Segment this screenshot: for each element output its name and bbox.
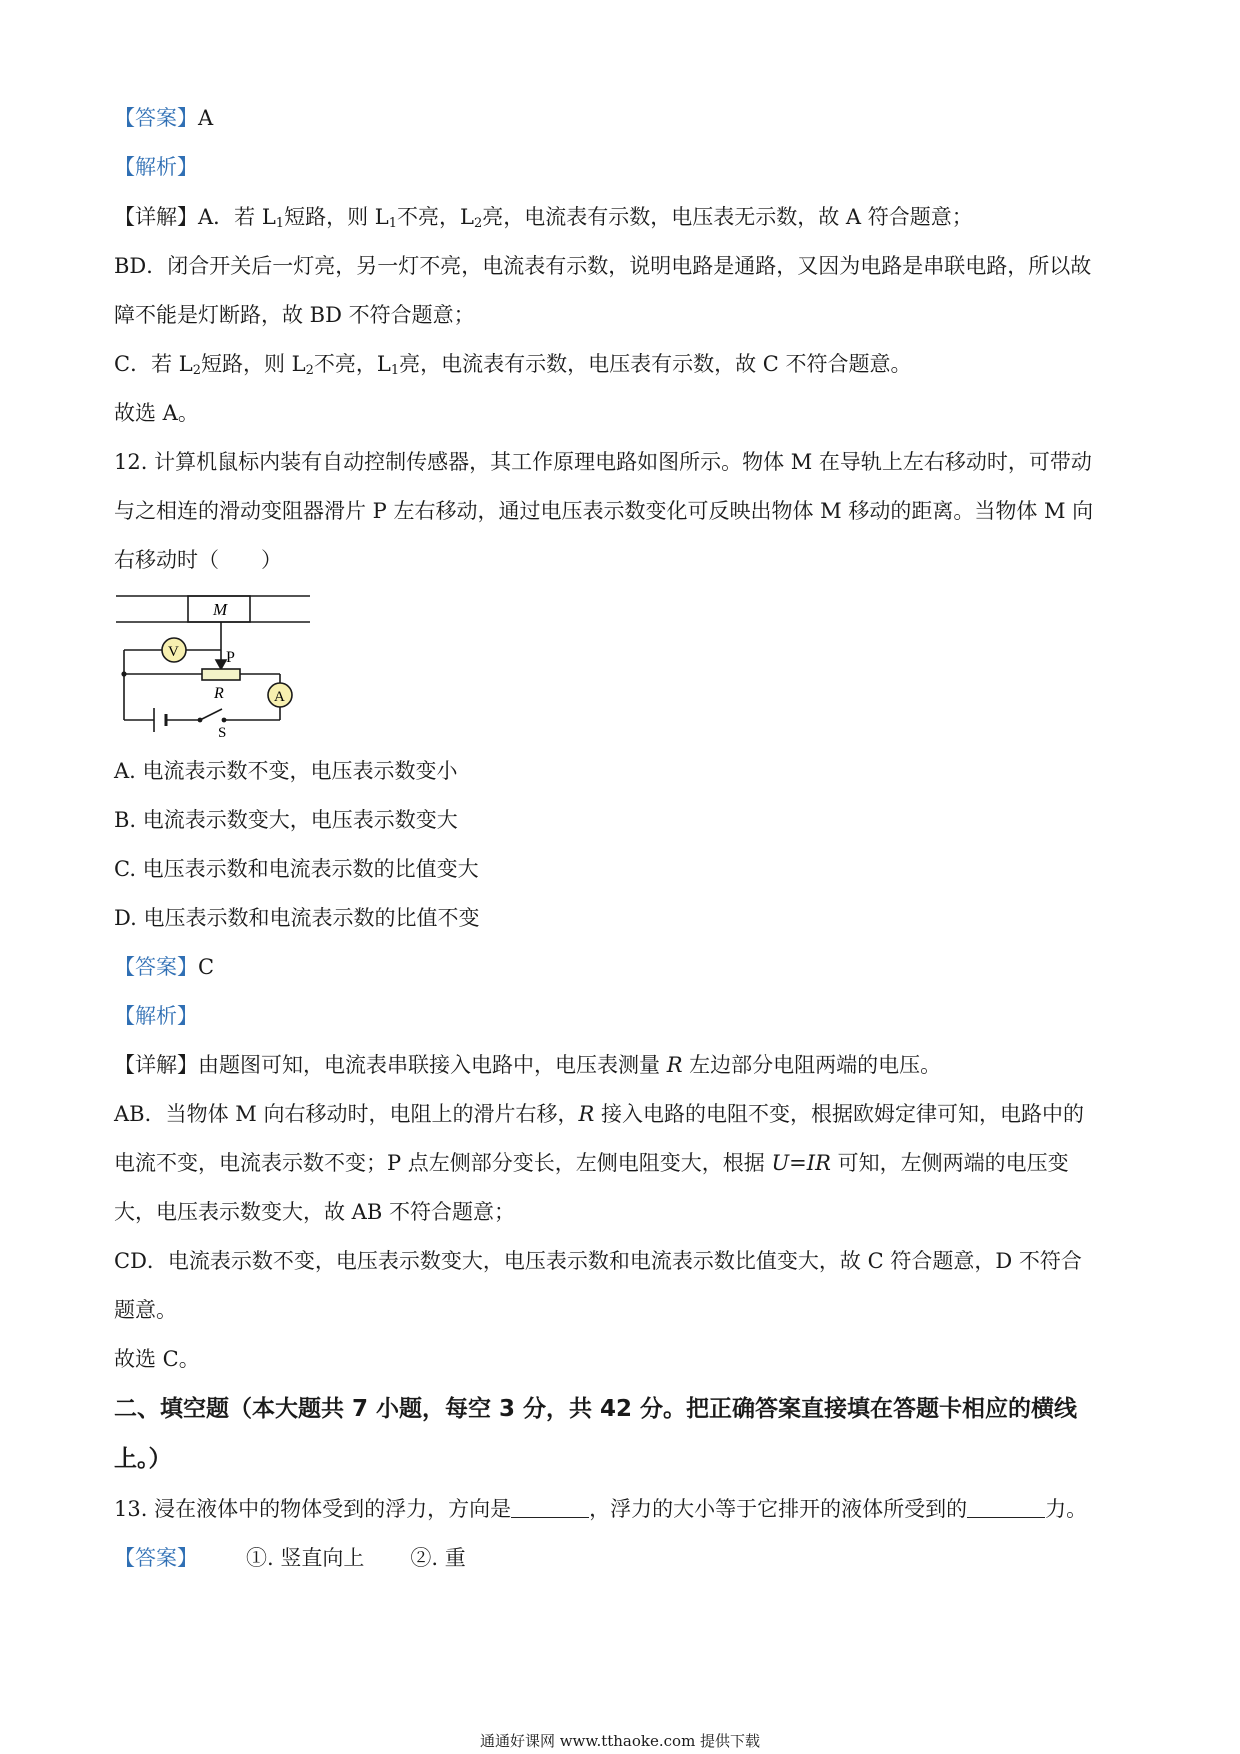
slider-arrow xyxy=(216,660,226,669)
section2-heading-line1: 二、填空题（本大题共 7 小题，每空 3 分，共 42 分。把正确答案直接填在答题卡相应的横线 xyxy=(114,1396,1078,1422)
fill-blank-1 xyxy=(511,1499,589,1518)
q11-detail-p1: 【详解】A．若 $L_1$短路，则 $L_1$不亮，$L_2$亮，电流表有示数，电压表无示数，故 A 符合题意； xyxy=(114,205,973,231)
q12-option-a: A. 电流表示数不变，电压表示数变小 xyxy=(114,759,458,783)
switch-lever xyxy=(200,709,222,720)
answer-1: ①. 竖直向上 xyxy=(246,1546,365,1570)
q12-detail-p1: 【详解】由题图可知，电流表串联接入电路中，电压表测量 R 左边部分电阻两端的电压。 xyxy=(114,1053,942,1077)
q12-detail-p2-line2: 电流不变，电流表示数不变；P 点左侧部分变长，左侧电阻变大，根据 U=IR 可知，左侧两端的电压变 xyxy=(114,1151,1069,1175)
answer-tag: 【答案】 xyxy=(114,1546,198,1570)
q12-detail-p3-line1: CD．电流表示数不变，电压表示数变大，电压表示数和电流表示数比值变大，故 C 符合题意，D 不符合 xyxy=(114,1249,1082,1273)
q11-analysis-tag xyxy=(114,153,198,181)
circuit-diagram xyxy=(110,590,320,740)
q11-detail-p2-line2: 障不能是灯断路，故 BD 不符合题意； xyxy=(114,303,475,327)
switch-pivot-dot xyxy=(198,718,203,723)
q12-answer-line xyxy=(114,953,214,981)
q12-option-d: D. 电压表示数和电流表示数的比值不变 xyxy=(114,906,480,930)
detail-tag: 【详解】 xyxy=(114,205,198,229)
q12-option-b: B. 电流表示数变大，电压表示数变大 xyxy=(114,808,458,832)
switch-contact-dot xyxy=(222,718,227,723)
answer-2: ②. 重 xyxy=(410,1546,466,1570)
label-r: R xyxy=(214,685,224,702)
q11-conclusion: 故选 A。 xyxy=(114,401,199,425)
q12-stem-line3: 右移动时（ ） xyxy=(114,548,282,572)
label-p: P xyxy=(226,649,235,666)
q12-stem-line1: 12. 计算机鼠标内装有自动控制传感器，其工作原理电路如图所示。物体 M 在导轨上左右移动时，可带动 xyxy=(114,450,1092,474)
section2-heading-line2: 上。） xyxy=(114,1446,172,1472)
q11-detail-p2-line1: BD．闭合开关后一灯亮，另一灯不亮，电流表有示数，说明电路是通路，又因为电路是串联电路，所以故 xyxy=(114,254,1092,278)
q12-analysis-tag xyxy=(114,1002,198,1030)
q12-conclusion: 故选 C。 xyxy=(114,1347,200,1371)
q13-answer-line xyxy=(114,1544,466,1572)
resistor-r xyxy=(202,669,240,680)
q11-answer-line xyxy=(114,104,213,132)
label-m: M xyxy=(213,600,228,619)
fill-blank-2 xyxy=(967,1499,1045,1518)
junction-dot xyxy=(121,671,126,676)
answer-tag: 【答案】 xyxy=(114,955,198,979)
q12-option-c: C. 电压表示数和电流表示数的比值变大 xyxy=(114,857,479,881)
page-footer: 通通好课网 www.tthaoke.com 提供下载 xyxy=(479,1732,761,1750)
label-v: V xyxy=(168,644,179,660)
q13-stem: 13. 浸在液体中的物体受到的浮力，方向是 ，浮力的大小等于它排开的液体所受到的 力。 xyxy=(114,1497,1088,1521)
detail-tag: 【详解】 xyxy=(114,1053,198,1077)
answer-value: A xyxy=(198,106,214,130)
analysis-tag: 【解析】 xyxy=(114,1004,198,1028)
q12-detail-p2-line3: 大，电压表示数变大，故 AB 不符合题意； xyxy=(114,1200,515,1224)
q12-stem-line2: 与之相连的滑动变阻器滑片 P 左右移动，通过电压表示数变化可反映出物体 M 移动的距离。当物体 M 向 xyxy=(114,499,1094,523)
answer-value: C xyxy=(198,955,215,979)
q11-detail-p3: C．若 $L_2$短路，则 $L_2$不亮，$L_1$亮，电流表有示数，电压表有示数，故 C 不符合题意。 xyxy=(114,352,912,378)
q12-detail-p2-line1: AB．当物体 M 向右移动时，电阻上的滑片右移，R 接入电路的电阻不变，根据欧姆定律可知，电路中的 xyxy=(114,1102,1084,1126)
analysis-tag: 【解析】 xyxy=(114,155,198,179)
label-a: A xyxy=(274,689,285,705)
q12-detail-p3-line2: 题意。 xyxy=(114,1298,177,1322)
answer-tag: 【答案】 xyxy=(114,106,198,130)
label-s: S xyxy=(218,725,227,740)
